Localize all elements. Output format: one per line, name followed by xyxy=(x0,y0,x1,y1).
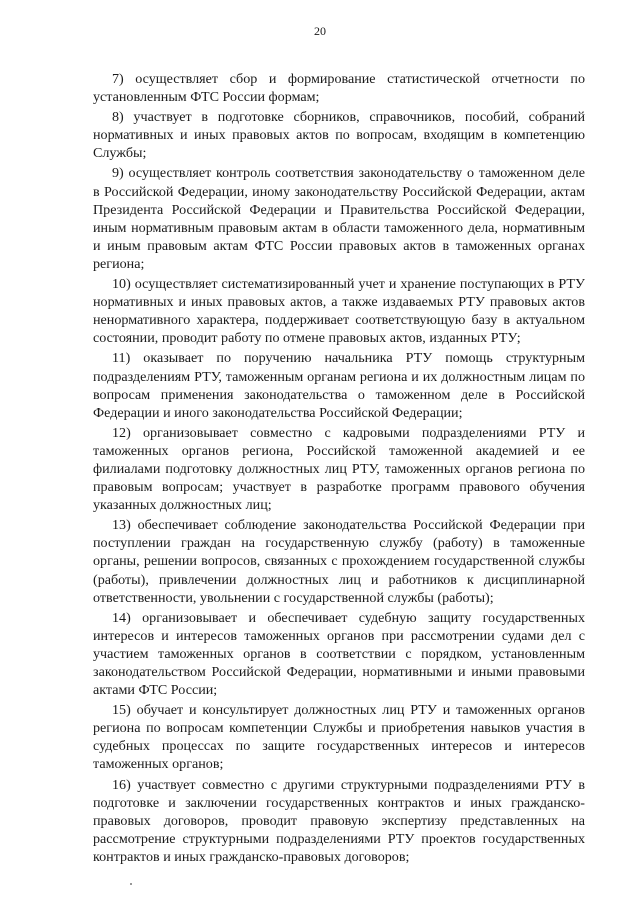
document-body xyxy=(93,70,585,866)
page-number: 20 xyxy=(314,24,326,38)
paragraph-item-16: 16) участвует совместно с другими структурными подразделениями РТУ в подготовке и заключении государственных контрактов и иных гражданско-правовых договоров, проводит правовую экспертизу представленных на рассмотрение структурными подразделениями РТУ проектов государственных контрактов и иных гражданско-правовых договоров; xyxy=(93,776,585,865)
paragraph-item-9: 9) осуществляет контроль соответствия законодательству о таможенном деле в Российской Федерации, иному законодательству Российской Федерации, актам Президента Российской Федерации и Правительства Российской Федерации, иным нормативным правовым актам в области таможенного дела, нормативным и иным правовым актам ФТС России правовых актов в таможенных органах региона; xyxy=(93,165,585,272)
paragraph-item-15: 15) обучает и консультирует должностных лиц РТУ и таможенных органов региона по вопросам компетенции Службы и приобретения навыков участия в судебных процессах по защите государственных интересов и интересов таможенных органов; xyxy=(93,702,585,773)
paragraph-item-13: 13) обеспечивает соблюдение законодательства Российской Федерации при поступлении граждан на государственную службу (работу) в таможенные органы, решении вопросов, связанных с прохождением государственной службы (работы), привлечении должностных лиц и работников к дисциплинарной ответственности, увольнении с государственной службы (работы); xyxy=(93,517,585,606)
scan-dot-mark xyxy=(130,883,132,885)
paragraph-item-10: 10) осуществляет систематизированный учет и хранение поступающих в РТУ нормативных и иных правовых актов, а также издаваемых РТУ правовых актов ненормативного характера, поддерживает соответствующую базу в актуальном состоянии, проводит работу по отмене правовых актов, изданных РТУ; xyxy=(93,276,585,347)
paragraph-item-7: 7) осуществляет сбор и формирование статистической отчетности по установленным ФТС России формам; xyxy=(93,71,585,106)
paragraph-item-14: 14) организовывает и обеспечивает судебную защиту государственных интересов и интересов таможенных органов при рассмотрении судами дел с участием таможенных органов в соответствии с порядком, установленным законодательством Российской Федерации, нормативными и иными правовыми актами ФТС России; xyxy=(93,609,585,699)
paragraph-item-8: 8) участвует в подготовке сборников, справочников, пособий, собраний нормативных и иных правовых актов по вопросам, входящим в компетенцию Службы; xyxy=(93,109,585,162)
paragraph-item-11: 11) оказывает по поручению начальника РТУ помощь структурным подразделениям РТУ, таможенным органам региона и их должностным лицам по вопросам применения законодательства о таможенном деле в Российской Федерации и иного законодательства Российской Федерации; xyxy=(93,350,585,421)
paragraph-item-12: 12) организовывает совместно с кадровыми подразделениями РТУ и таможенных органов региона, Российской таможенной академией и ее филиалами подготовку должностных лиц РТУ, таможенных органов региона по правовым вопросам; участвует в разработке программ правового обучения указанных должностных лиц; xyxy=(93,424,585,514)
